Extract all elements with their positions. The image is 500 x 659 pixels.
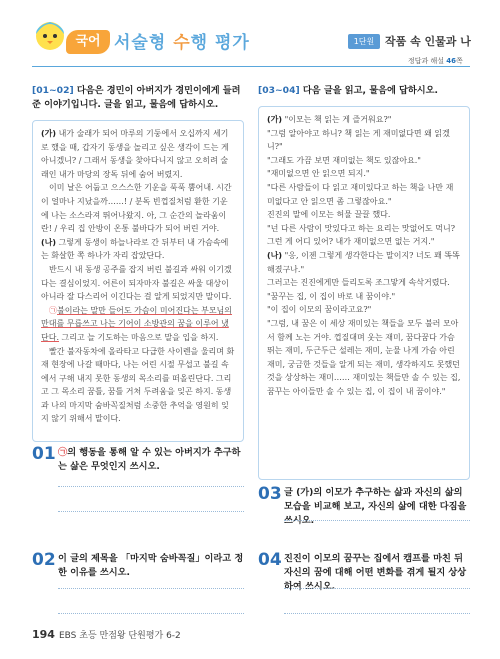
left-passage-para: 반드시 내 동생 공주를 잡지 버린 불길과 싸워 이기겠다는 결심이었지. 어른이 되자마자 불길은 싸울 대상이 아니라 잘 다스리어 이긴다는 걸 알게 되었지만 말이다.: [41, 264, 232, 302]
answer-reference: [408, 56, 463, 66]
para-text: 그리고 늘 기도하는 마음으로 말을 입을 하지.: [59, 332, 219, 342]
left-passage-para: [41, 127, 235, 181]
right-passage-para: [267, 113, 461, 127]
para-text: "이모는 책 읽는 게 즐거워요?": [282, 115, 392, 124]
answer-line: [284, 613, 470, 614]
right-passage-para: "그럼, 내 꿈은 이 세상 재미있는 책들을 모두 불러 모아서 함께 노는 거야. 껍질대며 웃는 재미, 꿈다꿈다 가슴 뛰는 재미, 두근두근 설레는 재미, 눈물 나게 가슴 아린 재미, 궁금한 것들을 알게 되는 재미, 생각하지도 못했던 것을 상상하는 재미…… 재미있는 책들만 솔 수 있는 집, 꿈꾸는 아이들만 솔 수 있는 집, 이 집이 내 꿈이야.": [267, 318, 461, 396]
question-number: 02: [32, 550, 56, 570]
question-03: [258, 484, 470, 544]
series-title-post: 행 평가: [190, 33, 250, 53]
question-text: 글 (가)의 이모가 추구하는 삶과 자신의 삶의 모습을 비교해 보고, 자신의 삶에 대한 다짐을 쓰시오.: [284, 487, 467, 526]
right-passage-para: "재미없으면 안 읽으면 되지.": [267, 169, 370, 179]
right-passage-para: 그러고는 진진에게만 들리도록 조그맣게 속삭거렸다.: [267, 278, 450, 288]
answer-area[interactable]: [284, 588, 470, 638]
right-passage-para: [267, 249, 461, 276]
answer-line: [58, 511, 244, 512]
para-text: 그렇게 동생이 하늘나라로 간 뒤부터 내 가슴속에는 화살한 쪽 하나가 자리 잡았단다.: [41, 237, 229, 261]
para-tag: (가): [41, 129, 57, 138]
question-prompt: [58, 552, 244, 580]
right-passage-box: [258, 106, 470, 480]
left-column: [32, 84, 244, 442]
question-number: 01: [32, 444, 56, 464]
question-number: 04: [258, 550, 282, 570]
left-question-range: [01~02]: [32, 85, 74, 96]
answer-line: [58, 486, 244, 487]
para-text: 내가 술래가 되어 마루의 기둥에서 오십까지 세기로 했을 때, 갑자기 동생을 놀리고 싶은 생각이 드는 게 아니겠니? / 그래서 동생을 찾아다니지 않고 오히려 술래인 내가 마당의 장독 뒤에 숨어 버렸지.: [41, 129, 229, 179]
circle-mark-giyeok: ㉠: [49, 305, 57, 315]
right-passage-para: "이 집이 이모의 꿈이라고요?": [267, 305, 372, 315]
right-instruction-text: 다음 글을 읽고, 물음에 답하시오.: [299, 85, 439, 96]
answer-ref-page: 46: [446, 57, 457, 65]
para-text: "응, 이젠 그렇게 생각한다는 말이지? 너도 꽤 똑똑해졌구나.": [267, 250, 460, 274]
page-number: 194: [32, 628, 55, 641]
answer-line: [284, 520, 470, 521]
right-passage-para: "그래도 가끔 보면 재미없는 책도 있잖아요.": [267, 155, 421, 165]
left-instruction: [32, 84, 244, 112]
answer-line: [58, 613, 244, 614]
answer-line: [284, 588, 470, 589]
unit-tag: 1단원: [348, 34, 380, 49]
page-footer: [32, 628, 181, 641]
question-text: 이 글의 제목을 「마지막 숨바꼭질」이라고 정한 이유를 쓰시오.: [58, 553, 244, 578]
question-prompt: [58, 446, 244, 474]
answer-area[interactable]: [58, 486, 244, 536]
para-tag: (가): [267, 115, 283, 124]
right-column: [258, 84, 470, 480]
right-instruction: [258, 84, 470, 98]
left-passage-para: [41, 304, 235, 345]
question-04: [258, 550, 470, 620]
question-text: 진진이 이모의 꿈꾸는 집에서 캠프를 마친 뒤 자신의 꿈에 대해 어떤 변화를 겪게 될지 상상하여 쓰시오.: [284, 553, 467, 592]
question-01: [32, 444, 244, 534]
left-passage-para: [41, 236, 235, 263]
answer-line: [58, 588, 244, 589]
series-title-accent: 수: [173, 33, 191, 53]
left-instruction-text: 다음은 경민이 아버지가 경민이에게 들려준 이야기입니다. 글을 읽고, 물음에 답하시오.: [32, 85, 241, 110]
question-number: 03: [258, 484, 282, 504]
right-passage-para: "넌 다른 사람이 맛있다고 하는 요리는 맛없어도 먹니? 그런 게 어디 있어? 내가 재미없으면 없는 거지.": [267, 223, 456, 247]
right-passage-para: "다른 사람들이 다 읽고 재미있다고 하는 책을 나만 재미없다고 안 읽으면 좀 그렇잖아요.": [267, 182, 454, 206]
question-02: [32, 550, 244, 620]
circle-mark-giyeok: ㉠: [58, 447, 68, 458]
chick-mascot-icon: [30, 14, 70, 54]
left-passage-para: 이미 날은 어둡고 으스스한 기운을 푹푹 뿜어내. 시간이 얼마나 지났을까……! / 분독 빈껍질처럼 환한 기운에 나는 소스라져 뛰어나왔지. 아, 그 순간의 놀라움이란! / 우리 집 안방이 온통 불바다가 되어 버린 거야.: [41, 183, 232, 234]
answer-ref-pre: 정답과 해설: [408, 57, 447, 65]
left-passage-box: [32, 120, 244, 442]
series-title: [114, 28, 250, 53]
page-header: [0, 0, 500, 70]
answer-area[interactable]: [284, 520, 470, 545]
right-passage-para: "그럼 알아야고 하니? 책 읽는 게 재미없다면 왜 읽겠니?": [267, 128, 450, 152]
subject-badge: 국어: [66, 30, 110, 54]
para-tag: (나): [267, 250, 283, 260]
series-title-pre: 서술형: [114, 33, 174, 53]
footer-text: EBS 초등 만점왕 단원평가 6-2: [58, 631, 181, 641]
left-passage-para: 빨간 불자동차에 올라타고 다급한 사이렌을 울리며 화재 현장에 나갈 때마다, 나는 어린 시절 무섭고 불길 속에서 구해 내지 못한 동생의 목소리를 떠올린단다. 그리고 그 목소리 꿈틀, 꿈틀 거처 두려움을 잊곤 하지. 동생과 나의 마지막 숨바꼭질처럼 소중한 추억을 영원히 잊지 않기 위해서 말이다.: [41, 346, 235, 424]
right-passage-para: 진진의 말에 이모는 허물 끌끌 했다.: [267, 210, 391, 220]
right-question-range: [03~04]: [258, 85, 300, 96]
answer-ref-post: 쪽: [456, 57, 463, 65]
question-text: 의 행동을 통해 알 수 있는 아버지가 추구하는 삶은 무엇인지 쓰시오.: [58, 447, 241, 472]
header-divider: [32, 66, 470, 67]
underlined-sentence: 불이라는 말만 들어도 가슴이 미어진다는 부모님의 만대를 무릅쓰고 나는 기어이 소방관의 꿈을 이루어 냈단다.: [41, 305, 233, 342]
unit-title: 작품 속 인물과 나: [385, 35, 471, 48]
para-tag: (나): [41, 237, 57, 247]
right-passage-para: "꿈꾸는 집, 이 집이 바로 내 꿈이야.": [267, 291, 396, 301]
